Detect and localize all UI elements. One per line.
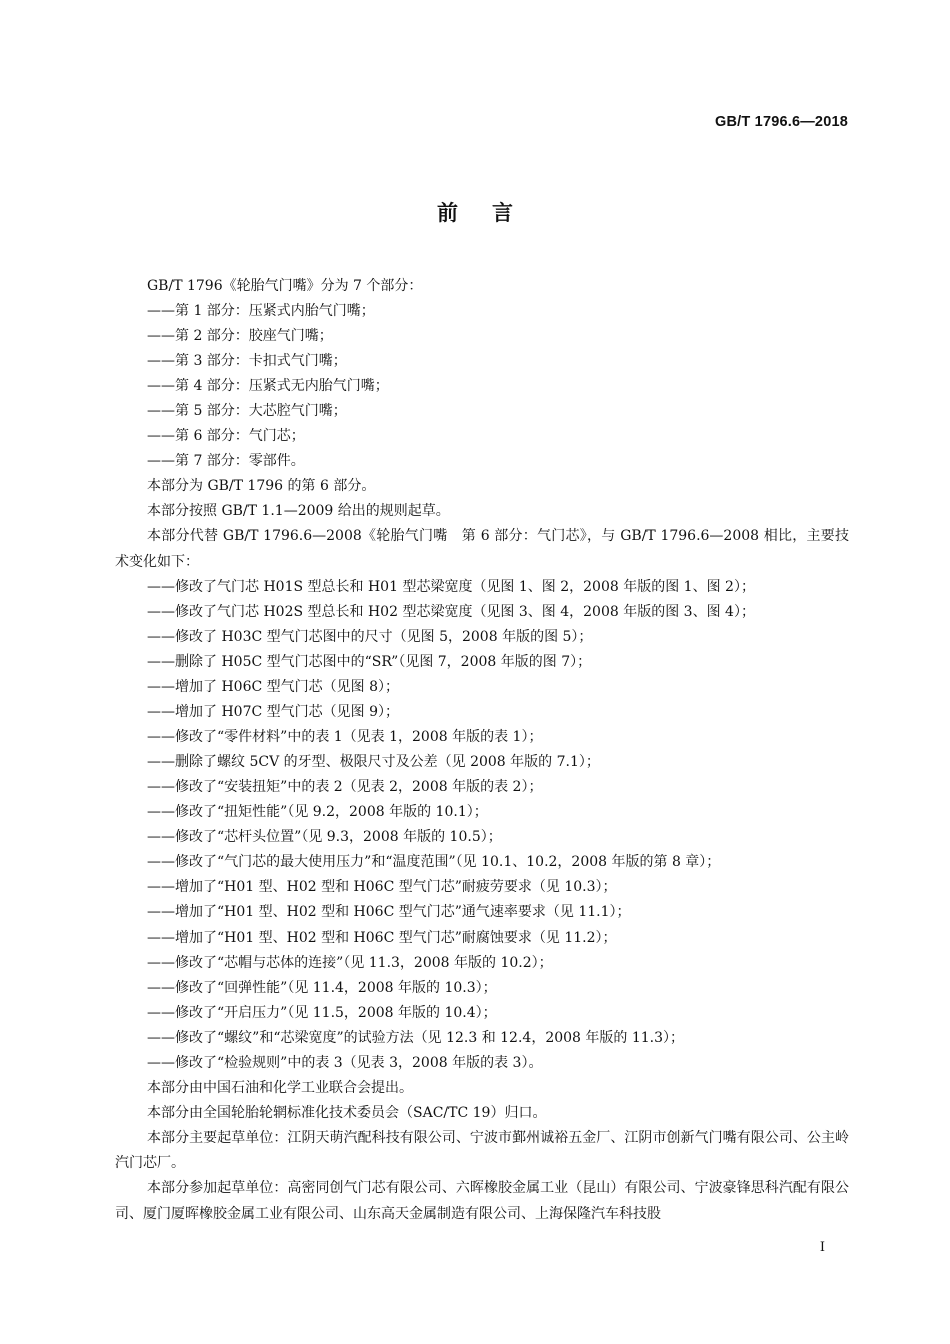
participating-drafters-paragraph: 本部分参加起草单位：高密同创气门芯有限公司、六晖橡胶金属工业（昆山）有限公司、宁波豪锋思科汽配有限公司、厦门厦晖橡胶金属工业有限公司、山东高天金属制造有限公司、上海保隆汽车科技股 <box>115 1180 849 1222</box>
part-item: ——第 2 部分：胶座气门嘴； <box>147 328 333 345</box>
part-item: ——第 5 部分：大芯腔气门嘴； <box>147 403 347 420</box>
managed-by: 本部分由全国轮胎轮辋标准化技术委员会（SAC/TC 19）归口。 <box>147 1104 547 1121</box>
proposed-by: 本部分由中国石油和化学工业联合会提出。 <box>147 1079 413 1096</box>
change-item: ——修改了“芯帽与芯体的连接”（见 11.3，2008 年版的 10.2）； <box>147 954 553 971</box>
document-body <box>115 274 849 1227</box>
change-item: ——增加了 H06C 型气门芯（见图 8）； <box>147 679 399 696</box>
page-number: Ⅰ <box>819 1240 825 1255</box>
part-item: ——第 1 部分：压紧式内胎气门嘴； <box>147 303 375 320</box>
change-item: ——修改了“芯杆头位置”（见 9.3，2008 年版的 10.5）； <box>147 829 502 846</box>
change-item: ——修改了“回弹性能”（见 11.4，2008 年版的 10.3）； <box>147 979 497 996</box>
change-item: ——修改了“螺纹”和“芯梁宽度”的试验方法（见 12.3 和 12.4，2008 年版的 11.3）； <box>147 1029 685 1046</box>
change-item: ——修改了气门芯 H01S 型总长和 H01 型芯梁宽度（见图 1、图 2，2008 年版的图 1、图 2）； <box>147 578 755 595</box>
change-item: ——修改了气门芯 H02S 型总长和 H02 型芯梁宽度（见图 3、图 4，2008 年版的图 3、图 4）； <box>147 603 755 620</box>
change-item: ——增加了“H01 型、H02 型和 H06C 型气门芯”耐腐蚀要求（见 11.2）； <box>147 929 617 946</box>
page-title: 前言 <box>437 201 547 225</box>
change-item: ——修改了“安装扭矩”中的表 2（见表 2，2008 年版的表 2）； <box>147 779 543 796</box>
statement-part: 本部分为 GB/T 1796 的第 6 部分。 <box>147 478 376 495</box>
part-item: ——第 3 部分：卡扣式气门嘴； <box>147 353 347 370</box>
main-drafters-paragraph: 本部分主要起草单位：江阴天萌汽配科技有限公司、宁波市鄞州诚裕五金厂、江阴市创新气门嘴有限公司、公主岭汽门芯厂。 <box>115 1129 849 1172</box>
standard-code: GB/T 1796.6—2018 <box>715 114 848 130</box>
intro-line: GB/T 1796《轮胎气门嘴》分为 7 个部分： <box>147 278 423 294</box>
statement-rules: 本部分按照 GB/T 1.1—2009 给出的规则起草。 <box>147 503 450 520</box>
change-item: ——修改了“开启压力”（见 11.5，2008 年版的 10.4）； <box>147 1004 497 1021</box>
change-item: ——修改了“扭矩性能”（见 9.2，2008 年版的 10.1）； <box>147 804 488 821</box>
part-item: ——第 4 部分：压紧式无内胎气门嘴； <box>147 378 389 395</box>
change-item: ——删除了 H05C 型气门芯图中的“SR”（见图 7，2008 年版的图 7）； <box>147 654 592 671</box>
change-item: ——修改了 H03C 型气门芯图中的尺寸（见图 5，2008 年版的图 5）； <box>147 628 593 645</box>
change-item: ——删除了螺纹 5CV 的牙型、极限尺寸及公差（见 2008 年版的 7.1）； <box>147 754 600 771</box>
change-item: ——修改了“零件材料”中的表 1（见表 1，2008 年版的表 1）； <box>147 729 543 746</box>
change-item: ——增加了“H01 型、H02 型和 H06C 型气门芯”耐疲劳要求（见 10.3）； <box>147 879 617 896</box>
part-item: ——第 7 部分：零部件。 <box>147 453 305 470</box>
change-item: ——增加了“H01 型、H02 型和 H06C 型气门芯”通气速率要求（见 11.1）； <box>147 904 631 921</box>
replacement-paragraph: 本部分代替 GB/T 1796.6—2008《轮胎气门嘴 第 6 部分：气门芯》，与 GB/T 1796.6—2008 相比，主要技术变化如下： <box>115 528 849 570</box>
change-item: ——修改了“气门芯的最大使用压力”和“温度范围”（见 10.1、10.2，2008 年版的第 8 章）； <box>147 854 721 871</box>
part-item: ——第 6 部分：气门芯； <box>147 428 305 445</box>
change-item: ——增加了 H07C 型气门芯（见图 9）； <box>147 704 399 721</box>
change-item: ——修改了“检验规则”中的表 3（见表 3，2008 年版的表 3）。 <box>147 1054 543 1071</box>
